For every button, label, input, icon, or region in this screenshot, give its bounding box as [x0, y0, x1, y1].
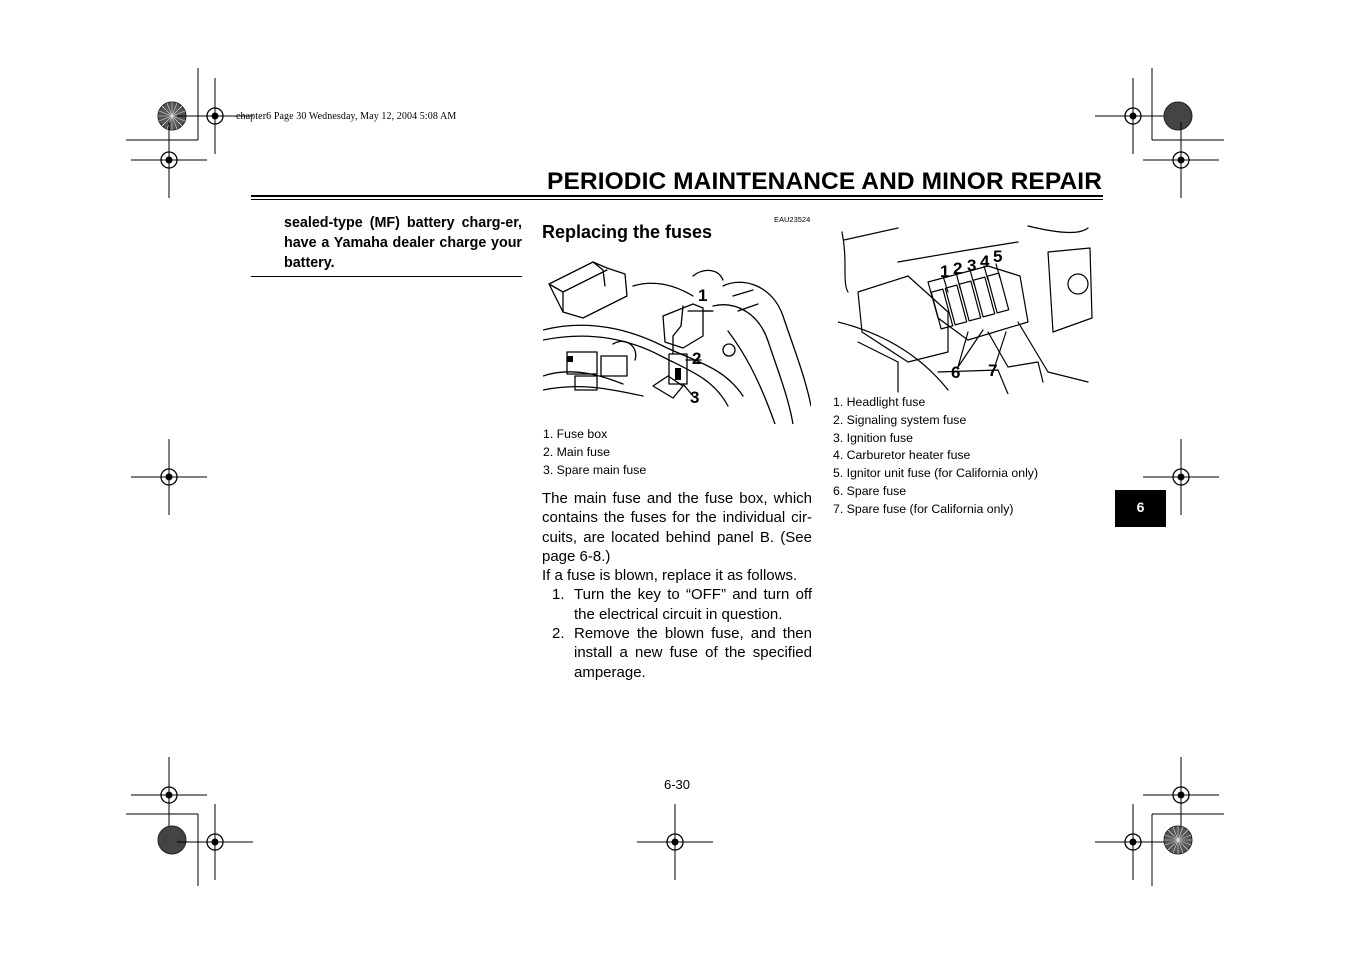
body-paragraph: If a fuse is blown, replace it as follows. — [542, 567, 798, 585]
body-text — [542, 489, 812, 682]
figure2-callout-1: 1 — [940, 262, 950, 281]
print-slug: chapter6 Page 30 Wednesday, May 12, 2004 5:08 AM — [236, 111, 457, 122]
header-rule-thin — [251, 199, 1103, 200]
figure2-caption-list — [833, 394, 1038, 519]
step-text: Turn the key to “OFF” and turn off the electrical circuit in question. — [574, 586, 812, 623]
continued-note: sealed-type (MF) battery charg-er, have a Yamaha dealer charge your battery. — [284, 215, 522, 271]
figure2-caption: 4. Carburetor heater fuse — [833, 448, 971, 463]
step-number: 1. — [552, 586, 565, 604]
figure1-callout-2: 2 — [692, 349, 702, 368]
figure2-caption: 2. Signaling system fuse — [833, 412, 967, 427]
registration-crosshair — [131, 757, 207, 833]
page-number: 6-30 — [664, 777, 691, 792]
figure2-callout-6: 6 — [951, 363, 961, 382]
figure2-callout-3: 3 — [967, 256, 977, 275]
figure2-caption: 5. Ignitor unit fuse (for California only) — [833, 466, 1039, 481]
step-item — [542, 624, 812, 682]
figure2-callout-2: 2 — [953, 259, 963, 278]
registration-crosshair — [637, 804, 713, 880]
figure1-callout-1: 1 — [698, 286, 708, 305]
body-paragraph: The main fuse and the fuse box, which contains the fuses for the individual cir-cuits, are located behind panel B. (See page 6-8.) — [542, 490, 812, 565]
figure2-caption: 3. Ignition fuse — [833, 430, 913, 445]
step-text: Remove the blown fuse, and then install a new fuse of the specified amperage. — [574, 625, 812, 681]
figure2-caption: 7. Spare fuse (for California only) — [833, 501, 1014, 516]
registration-crosshair — [131, 122, 207, 198]
figure1-caption: 1. Fuse box — [543, 427, 608, 441]
figure2-callout-5: 5 — [993, 247, 1003, 266]
figure1-callout-3: 3 — [690, 388, 700, 407]
steps-list — [542, 585, 812, 681]
figure1-caption-list — [543, 426, 646, 479]
page-header-title: PERIODIC MAINTENANCE AND MINOR REPAIR — [547, 168, 1102, 195]
figure1-caption: 2. Main fuse — [543, 444, 610, 459]
fuse-panel-illustration — [838, 222, 1094, 394]
figure2-callout-4: 4 — [980, 252, 990, 271]
figure2-caption: 6. Spare fuse — [833, 483, 907, 498]
registration-crosshair — [1143, 757, 1219, 833]
section-heading: Replacing the fuses — [542, 222, 713, 242]
figure2-callout-7: 7 — [988, 361, 998, 380]
registration-dot — [158, 826, 186, 854]
registration-crosshair — [1095, 804, 1171, 880]
header-rule — [251, 195, 1103, 197]
registration-crosshair — [131, 439, 207, 515]
chapter-tab: 6 — [1115, 490, 1166, 527]
step-number: 2. — [552, 625, 565, 643]
fuse-box-illustration — [543, 256, 811, 424]
note-rule — [251, 276, 522, 277]
section-code: EAU23524 — [774, 215, 811, 224]
figure2-caption: 1. Headlight fuse — [833, 395, 926, 409]
registration-crosshair — [177, 804, 253, 880]
step-item — [542, 585, 812, 624]
registration-crosshair — [1095, 78, 1171, 154]
registration-dot — [1164, 102, 1192, 130]
registration-crosshair — [1143, 122, 1219, 198]
registration-sunburst — [1164, 826, 1192, 854]
figure1-caption: 3. Spare main fuse — [543, 462, 647, 477]
